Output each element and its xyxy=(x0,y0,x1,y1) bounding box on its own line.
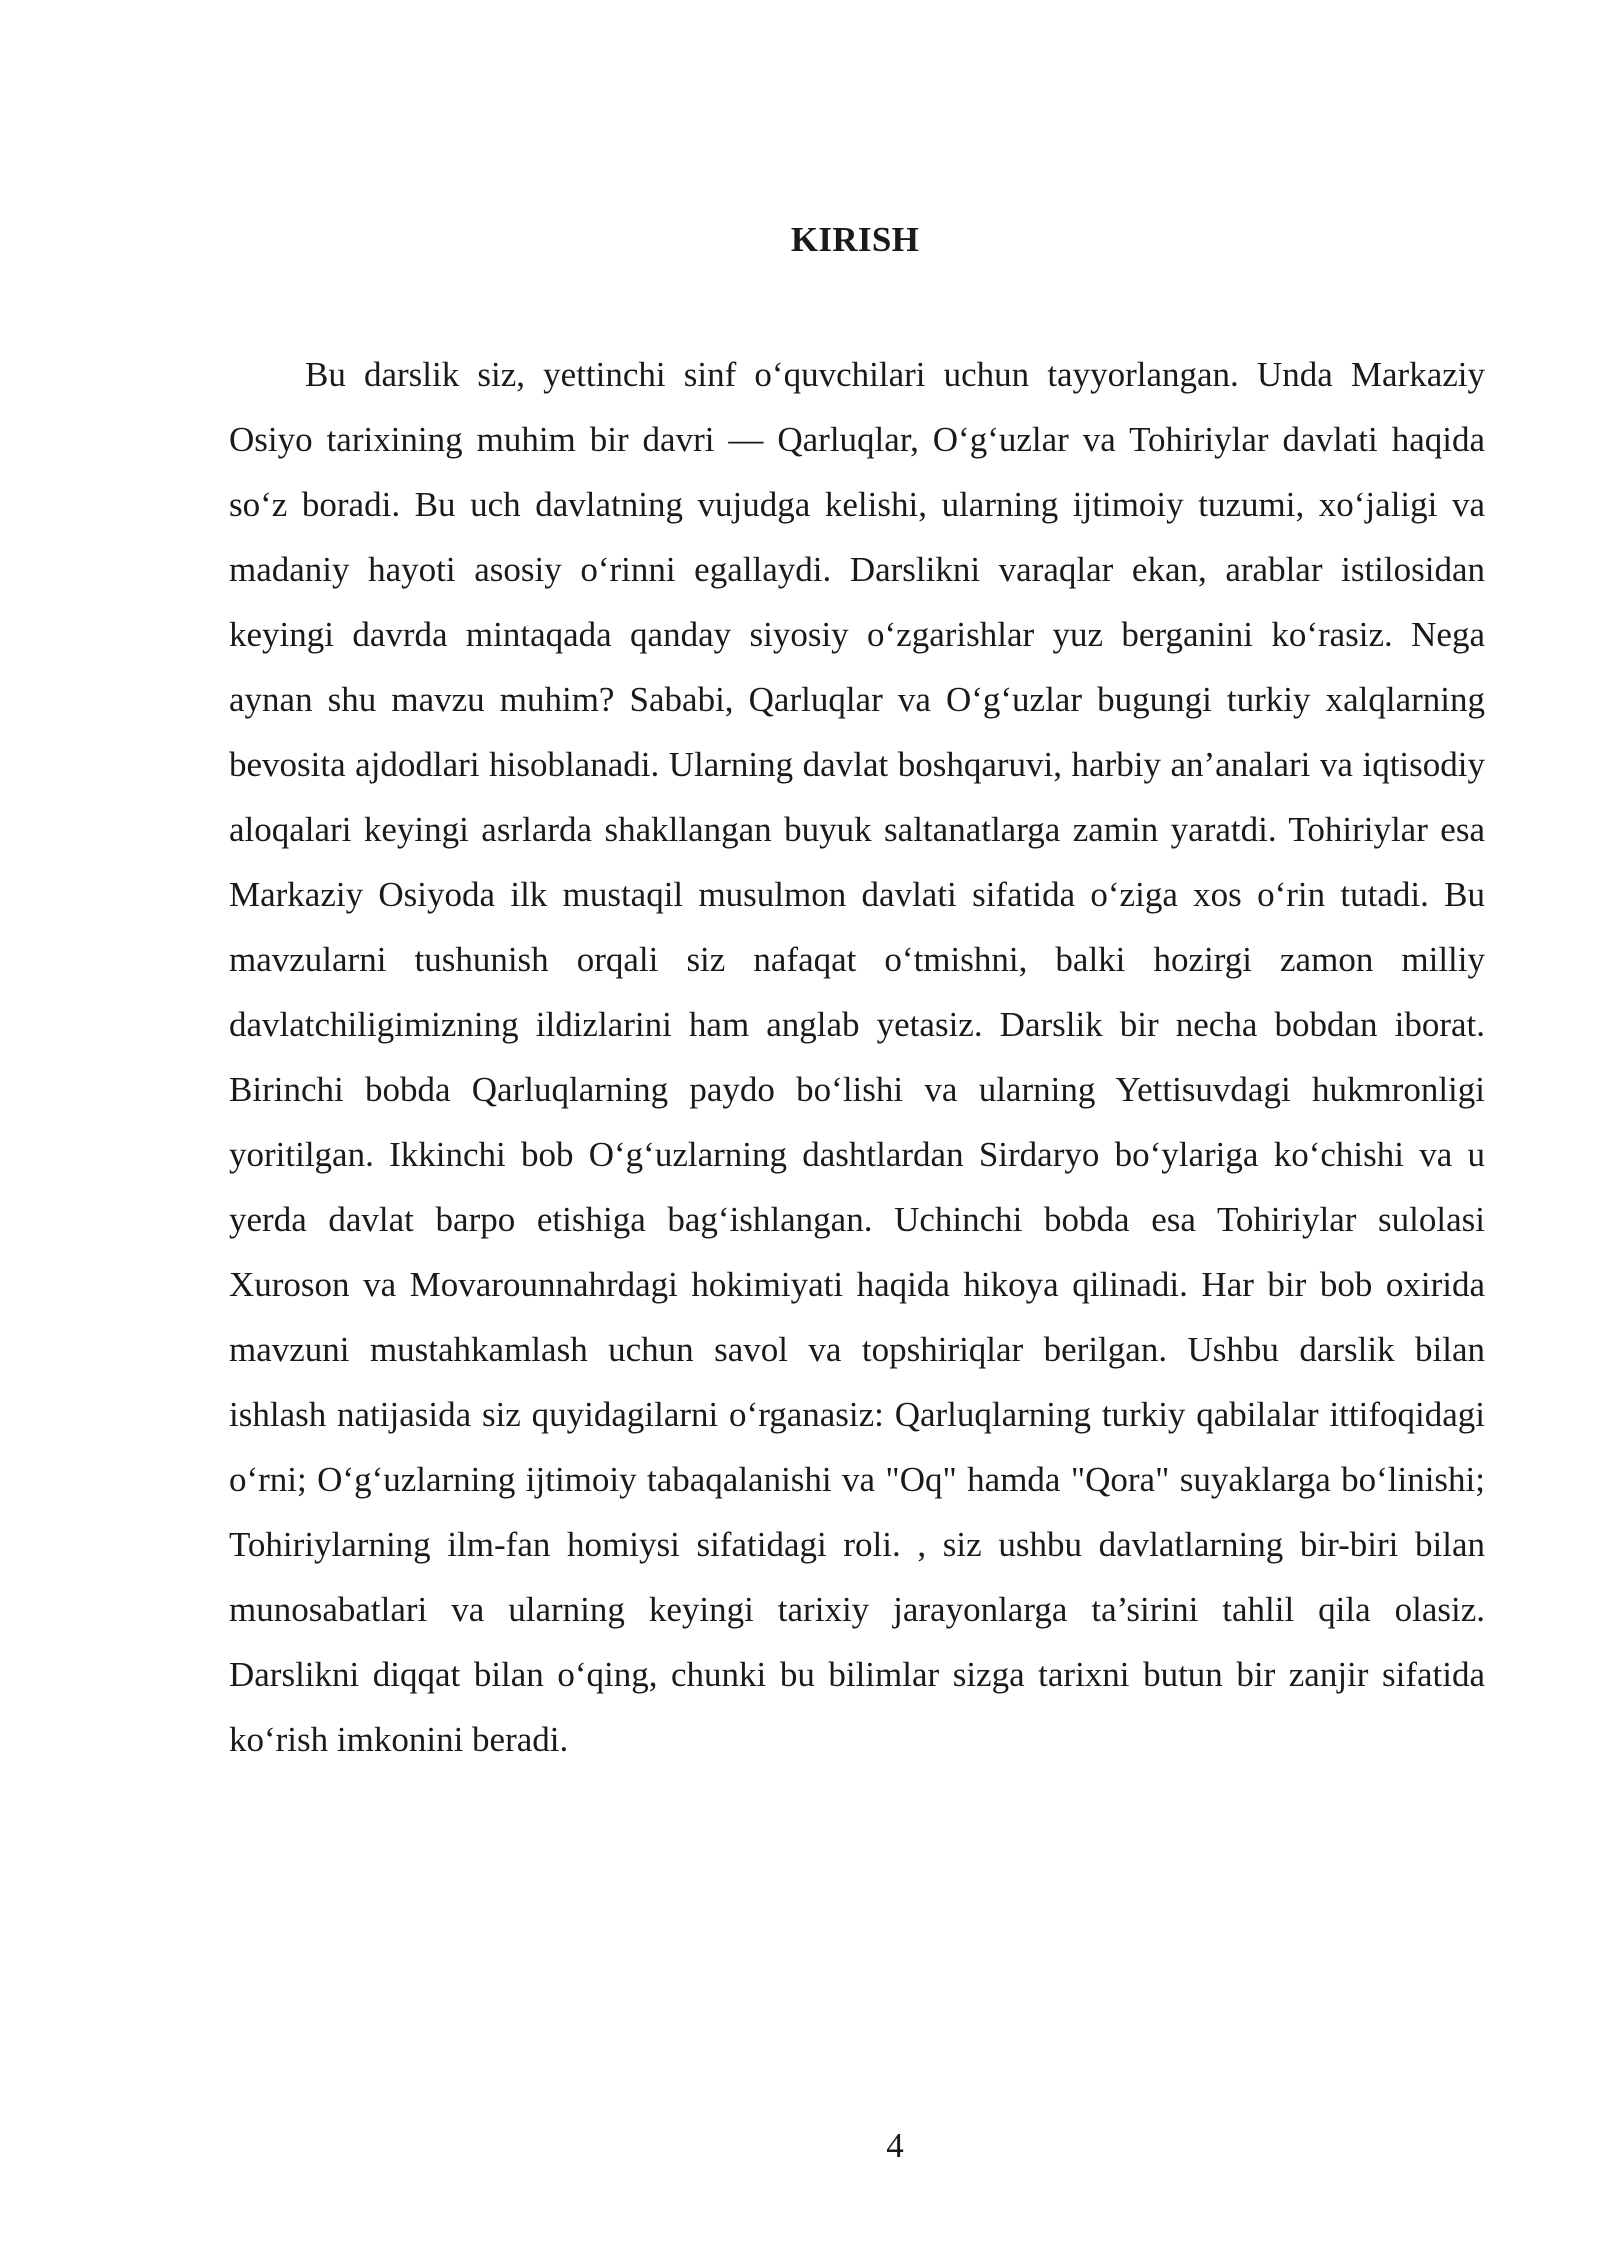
page-title: KIRISH xyxy=(790,220,920,259)
body-paragraph: Bu darslik siz, yettinchi sinf o‘quvchilari uchun tayyorlangan. Unda Markaziy Osiyo tarixining muhim bir davri — Qarluqlar, O‘g‘uzlar va Tohiriylar davlati haqida so‘z boradi. Bu uch davlatning vujudga kelishi, ularning ijtimoiy tuzumi, xo‘jaligi va madaniy hayoti asosiy o‘rinni egallaydi. Darslikni varaqlar ekan, arablar istilosidan keyingi davrda mintaqada qanday siyosiy o‘zgarishlar yuz berganini ko‘rasiz. Nega aynan shu mavzu muhim? Sababi, Qarluqlar va O‘g‘uzlar bugungi turkiy xalqlarning bevosita ajdodlari hisoblanadi. Ularning davlat boshqaruvi, harbiy an’analari va iqtisodiy aloqalari keyingi asrlarda shakllangan buyuk saltanatlarga zamin yaratdi. Tohiriylar esa Markaziy Osiyoda ilk mustaqil musulmon davlati sifatida o‘ziga xos o‘rin tutadi. Bu mavzularni tushunish orqali siz nafaqat o‘tmishni, balki hozirgi zamon milliy davlatchiligimizning ildizlarini ham anglab yetasiz. Darslik bir necha bobdan iborat. Birinchi bobda Qarluqlarning paydo bo‘lishi va ularning Yettisuvdagi hukmronligi yoritilgan. Ikkinchi bob O‘g‘uzlarning dashtlardan Sirdaryo bo‘ylariga ko‘chishi va u yerda davlat barpo etishiga bag‘ishlangan. Uchinchi bobda esa Tohiriylar sulolasi Xuroson va Movarounnahrdagi hokimiyati haqida hikoya qilinadi. Har bir bob oxirida mavzuni mustahkamlash uchun savol va topshiriqlar berilgan. Ushbu darslik bilan ishlash natijasida siz quyidagilarni o‘rganasiz: Qarluqlarning turkiy qabilalar ittifoqidagi o‘rni; O‘g‘uzlarning ijtimoiy tabaqalanishi va "Oq" hamda "Qora" suyaklarga bo‘linishi; Tohiriylarning ilm-fan homiysi sifatidagi roli. , siz ushbu davlatlarning bir-biri bilan munosabatlari va ularning keyingi tarixiy jarayonlarga ta’sirini tahlil qila olasiz. Darslikni diqqat bilan o‘qing, chunki bu bilimlar sizga tarixni butun bir zanjir sifatida ko‘rish imkonini beradi. xyxy=(229,355,1485,1759)
page-number: 4 xyxy=(886,2126,904,2165)
